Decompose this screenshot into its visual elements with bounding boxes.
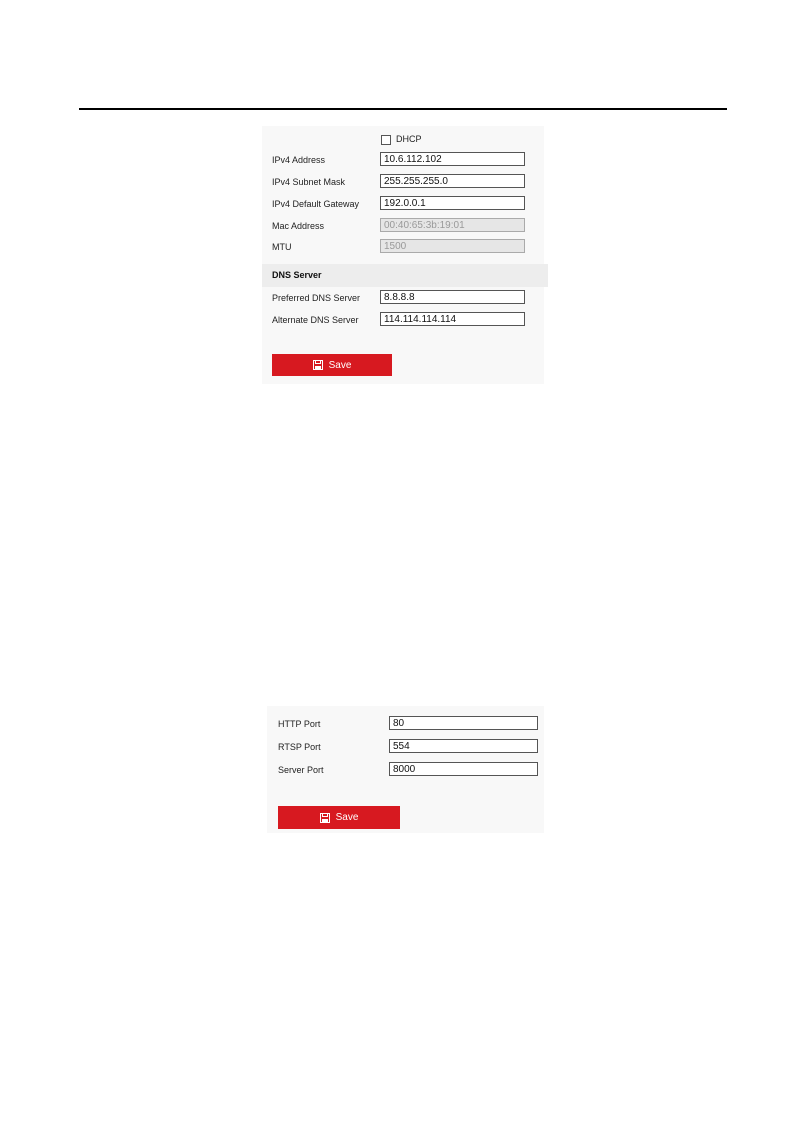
server-port-label: Server Port bbox=[278, 765, 324, 775]
dns-section-bar bbox=[262, 264, 548, 287]
http-port-label: HTTP Port bbox=[278, 719, 321, 729]
ipv4-default-gateway-field[interactable] bbox=[380, 196, 525, 210]
save-icon bbox=[320, 813, 330, 823]
ipv4-subnet-mask-label: IPv4 Subnet Mask bbox=[272, 177, 346, 187]
save-icon bbox=[313, 360, 323, 370]
preferred-dns-field[interactable] bbox=[380, 290, 525, 304]
ipv4-default-gateway-label: IPv4 Default Gateway bbox=[272, 199, 360, 209]
dhcp-label: DHCP bbox=[396, 134, 422, 144]
network-save-button[interactable] bbox=[272, 354, 392, 376]
http-port-field[interactable] bbox=[389, 716, 538, 730]
mtu-field bbox=[380, 239, 525, 253]
port-save-label: Save bbox=[335, 812, 359, 823]
rtsp-port-field[interactable] bbox=[389, 739, 538, 753]
header-rule bbox=[79, 108, 727, 110]
alternate-dns-label: Alternate DNS Server bbox=[272, 315, 359, 325]
mac-address-label: Mac Address bbox=[272, 221, 325, 231]
mtu-label: MTU bbox=[272, 242, 292, 252]
rtsp-port-label: RTSP Port bbox=[278, 742, 321, 752]
ipv4-address-field[interactable] bbox=[380, 152, 525, 166]
dns-section-title: DNS Server bbox=[272, 270, 322, 280]
network-save-label: Save bbox=[328, 359, 352, 371]
server-port-field[interactable] bbox=[389, 762, 538, 776]
preferred-dns-label: Preferred DNS Server bbox=[272, 293, 361, 303]
ipv4-address-label: IPv4 Address bbox=[272, 155, 326, 165]
dhcp-checkbox[interactable] bbox=[381, 135, 391, 145]
ipv4-subnet-mask-field[interactable] bbox=[380, 174, 525, 188]
mac-address-field bbox=[380, 218, 525, 232]
alternate-dns-field[interactable] bbox=[380, 312, 525, 326]
port-save-button[interactable] bbox=[278, 806, 400, 829]
